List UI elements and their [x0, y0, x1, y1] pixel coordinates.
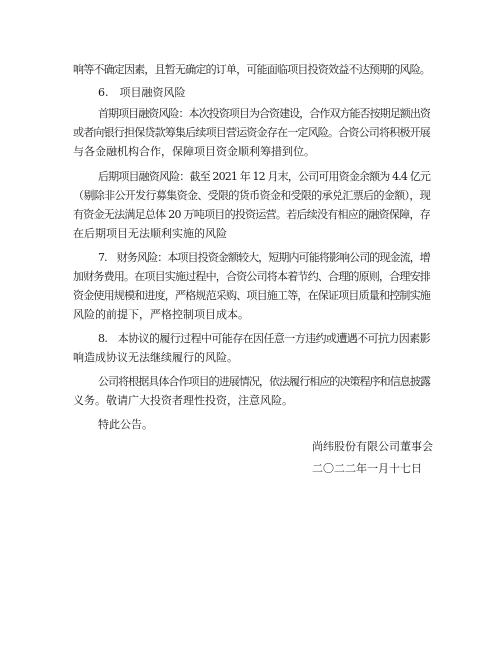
paragraph-3-line-3: 在后期项目无法顺利实施的风险 [73, 227, 227, 240]
signature-company: 尚纬股份有限公司董事会 [312, 440, 433, 453]
paragraph-2-line-2: 与各金融机构合作，保障项目资金顺利筹措到位。 [73, 145, 315, 158]
paragraph-6-line-1: 义务。敬请广大投资者理性投资，注意风险。 [73, 394, 293, 407]
paragraph-4-line-3: 风险的前提下，严格控制项目成本。 [73, 308, 249, 321]
paragraph-3-line-1: （剔除非公开发行募集资金、受限的货币资金和受限的承兑汇票后的金额），现 [73, 189, 431, 202]
signature-date: 二〇二二年一月十七日 [312, 462, 422, 475]
paragraph-5-line-0: 8. 本协议的履行过程中可能存在因任意一方违约或遭遇不可抗力因素影 [98, 332, 431, 345]
paragraph-3-line-0: 后期项目融资风险：截至 2021 年 12 月末，公司可用资金余额为 4.4 亿元 [98, 170, 431, 183]
paragraph-4-line-1: 加财务费用。在项目实施过程中，合资公司将本着节约、合理的原则，合理安排 [73, 270, 430, 283]
paragraph-4-line-2: 资金使用规模和进度，严格规范采购、项目施工等，在保证项目质量和控制实施 [73, 289, 430, 302]
paragraph-4-line-0: 7. 财务风险：本项目投资金额较大，短期内可能将影响公司的现金流，增 [98, 251, 430, 264]
paragraph-3-line-2: 有资金无法满足总体 20 万吨项目的投资运营。若后续没有相应的融资保障，存 [73, 208, 430, 221]
closing-remark: 特此公告。 [98, 418, 153, 431]
section-heading-6: 6. 项目融资风险 [98, 86, 186, 99]
paragraph-2-line-0: 首期项目融资风险：本次投资项目为合资建设，合作双方能否按期足额出资 [98, 107, 430, 120]
paragraph-6-line-0: 公司将根据具体合作项目的进展情况，依法履行相应的决策程序和信息披露 [98, 375, 430, 388]
paragraph-0-line-0: 响等不确定因素，且暂无确定的订单，可能面临项目投资效益不达预期的风险。 [73, 63, 430, 76]
paragraph-2-line-1: 或者向银行担保贷款筹集后续项目营运资金存在一定风险。合资公司将积极开展 [73, 126, 430, 139]
paragraph-5-line-1: 响造成协议无法继续履行的风险。 [73, 351, 238, 364]
